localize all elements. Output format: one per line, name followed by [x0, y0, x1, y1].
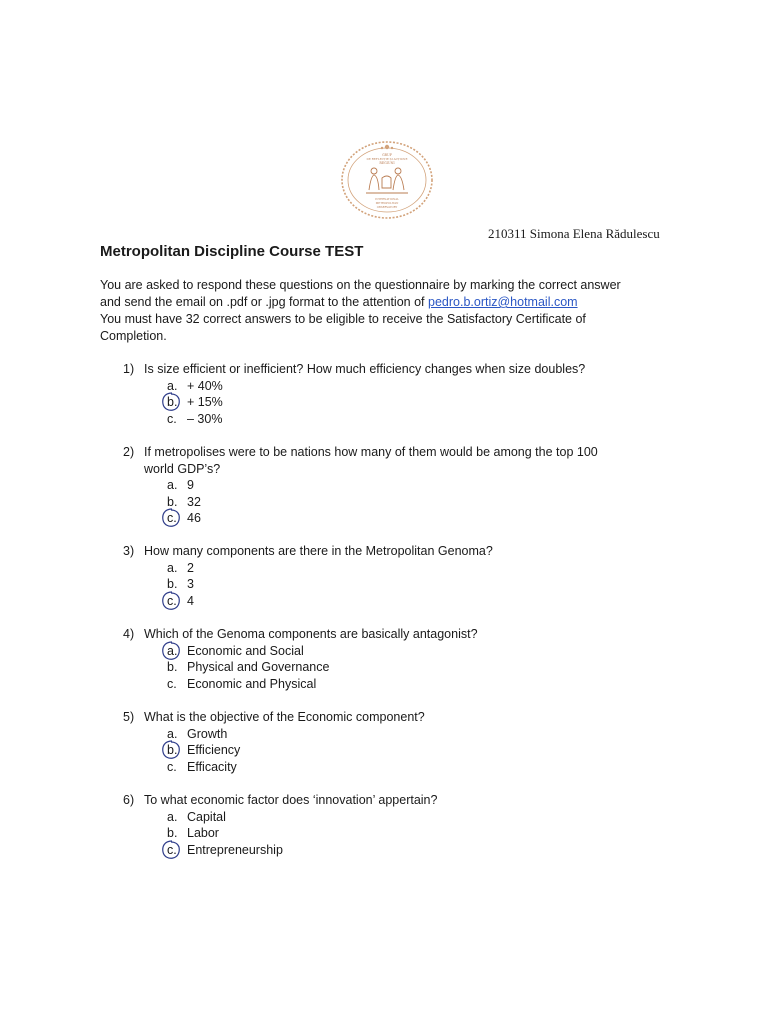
question-text-line: What is the objective of the Economic component? [144, 710, 425, 724]
option-letter: b. [167, 494, 178, 509]
answer-option-c[interactable] [123, 411, 663, 428]
option-letter: b. [167, 395, 178, 410]
seal-text-bottom-3: OBSERVATORY [376, 206, 398, 209]
option-letter: b. [167, 743, 178, 758]
answer-option-c[interactable] [123, 759, 663, 776]
answer-options [123, 809, 663, 859]
answer-option-c[interactable] [123, 510, 663, 527]
question-number: 1) [123, 362, 135, 376]
option-text: 2 [187, 560, 194, 575]
question-number: 5) [123, 710, 135, 724]
question-text [144, 626, 663, 643]
question-6 [123, 792, 663, 858]
seal-text-top-3: REGIUNI [379, 161, 395, 165]
seal-text-top-1: GRUP [382, 153, 392, 157]
question-number: 6) [123, 793, 135, 807]
answer-option-a[interactable] [123, 477, 663, 494]
option-text: 9 [187, 478, 194, 493]
question-2 [123, 444, 663, 527]
seal-text-bottom-1: INTERNATIONAL [375, 198, 399, 201]
option-text: – 30% [187, 411, 223, 426]
option-letter: c. [167, 511, 177, 526]
option-letter: c. [167, 842, 177, 857]
answer-option-b[interactable] [123, 659, 663, 676]
option-letter: b. [167, 826, 178, 841]
question-5 [123, 709, 663, 775]
question-text-line: If metropolises were to be nations how many of them would be among the top 100 [144, 445, 598, 459]
instructions [100, 277, 680, 345]
answer-option-b[interactable] [123, 494, 663, 511]
question-4 [123, 626, 663, 692]
question-text [144, 361, 663, 378]
seal-text-top-2: DE REFLECȚIE ȘI ACȚIUNE [366, 157, 408, 161]
answer-options [123, 726, 663, 776]
answer-options [123, 378, 663, 428]
option-text: Labor [187, 826, 219, 841]
option-letter: a. [167, 726, 178, 741]
answer-option-a[interactable] [123, 378, 663, 395]
question-number: 3) [123, 544, 135, 558]
option-letter: c. [167, 676, 177, 691]
option-text: + 40% [187, 378, 223, 393]
option-text: 4 [187, 593, 194, 608]
instructions-line-3: You must have 32 correct answers to be eligible to receive the Satisfactory Certificate of [100, 312, 586, 326]
option-letter: b. [167, 577, 178, 592]
question-number: 4) [123, 627, 135, 641]
answer-option-a[interactable] [123, 643, 663, 660]
instructions-line-2-text: and send the email on .pdf or .jpg format to the attention of [100, 295, 428, 309]
instructions-line-1: You are asked to respond these questions on the questionnaire by marking the correct answer [100, 278, 621, 292]
option-text: Efficacity [187, 759, 237, 774]
option-text: Growth [187, 726, 228, 741]
answer-option-a[interactable] [123, 560, 663, 577]
option-letter: a. [167, 478, 178, 493]
answer-option-b[interactable] [123, 576, 663, 593]
answer-option-c[interactable] [123, 676, 663, 693]
answer-option-b[interactable] [123, 742, 663, 759]
answer-option-c[interactable] [123, 842, 663, 859]
seal-figures [366, 168, 408, 193]
option-letter: a. [167, 378, 178, 393]
option-text: 46 [187, 511, 201, 526]
question-number: 2) [123, 445, 135, 459]
answer-option-b[interactable] [123, 825, 663, 842]
option-text: Capital [187, 809, 226, 824]
option-letter: c. [167, 759, 177, 774]
option-text: + 15% [187, 395, 223, 410]
seal-text-bottom-2: METROPOLITAN [375, 202, 399, 205]
answer-option-a[interactable] [123, 809, 663, 826]
answer-options [123, 643, 663, 693]
question-text-line: Is size efficient or inefficient? How much efficiency changes when size doubles? [144, 362, 586, 376]
page-title: Metropolitan Discipline Course TEST [100, 243, 364, 260]
option-letter: a. [167, 643, 178, 658]
question-text-line: world GDP’s? [144, 461, 221, 476]
option-letter: a. [167, 560, 178, 575]
option-letter: c. [167, 411, 177, 426]
option-letter: b. [167, 660, 178, 675]
seal-logo [338, 138, 436, 222]
question-text [144, 444, 663, 477]
option-text: Physical and Governance [187, 660, 330, 675]
question-text-line: To what economic factor does ‘innovation’ appertain? [144, 793, 438, 807]
email-link[interactable]: pedro.b.ortiz@hotmail.com [428, 295, 578, 309]
question-text-line: Which of the Genoma components are basically antagonist? [144, 627, 478, 641]
option-text: Entrepreneurship [187, 842, 283, 857]
answer-options [123, 560, 663, 610]
option-text: Efficiency [187, 743, 241, 758]
option-text: Economic and Physical [187, 676, 317, 691]
question-text-line: How many components are there in the Metropolitan Genoma? [144, 544, 493, 558]
question-text [144, 543, 663, 560]
question-text [144, 709, 663, 726]
answer-option-c[interactable] [123, 593, 663, 610]
option-text: 32 [187, 494, 201, 509]
student-id-name: 210311 Simona Elena Rădulescu [488, 226, 660, 241]
instructions-line-4: Completion. [100, 329, 167, 343]
option-text: Economic and Social [187, 643, 304, 658]
instructions-line-2 [100, 294, 680, 311]
answer-options [123, 477, 663, 527]
answer-option-a[interactable] [123, 726, 663, 743]
question-1 [123, 361, 663, 427]
option-letter: c. [167, 593, 177, 608]
option-letter: a. [167, 809, 178, 824]
question-3 [123, 543, 663, 609]
option-text: 3 [187, 577, 194, 592]
answer-option-b[interactable] [123, 394, 663, 411]
question-text [144, 792, 663, 809]
